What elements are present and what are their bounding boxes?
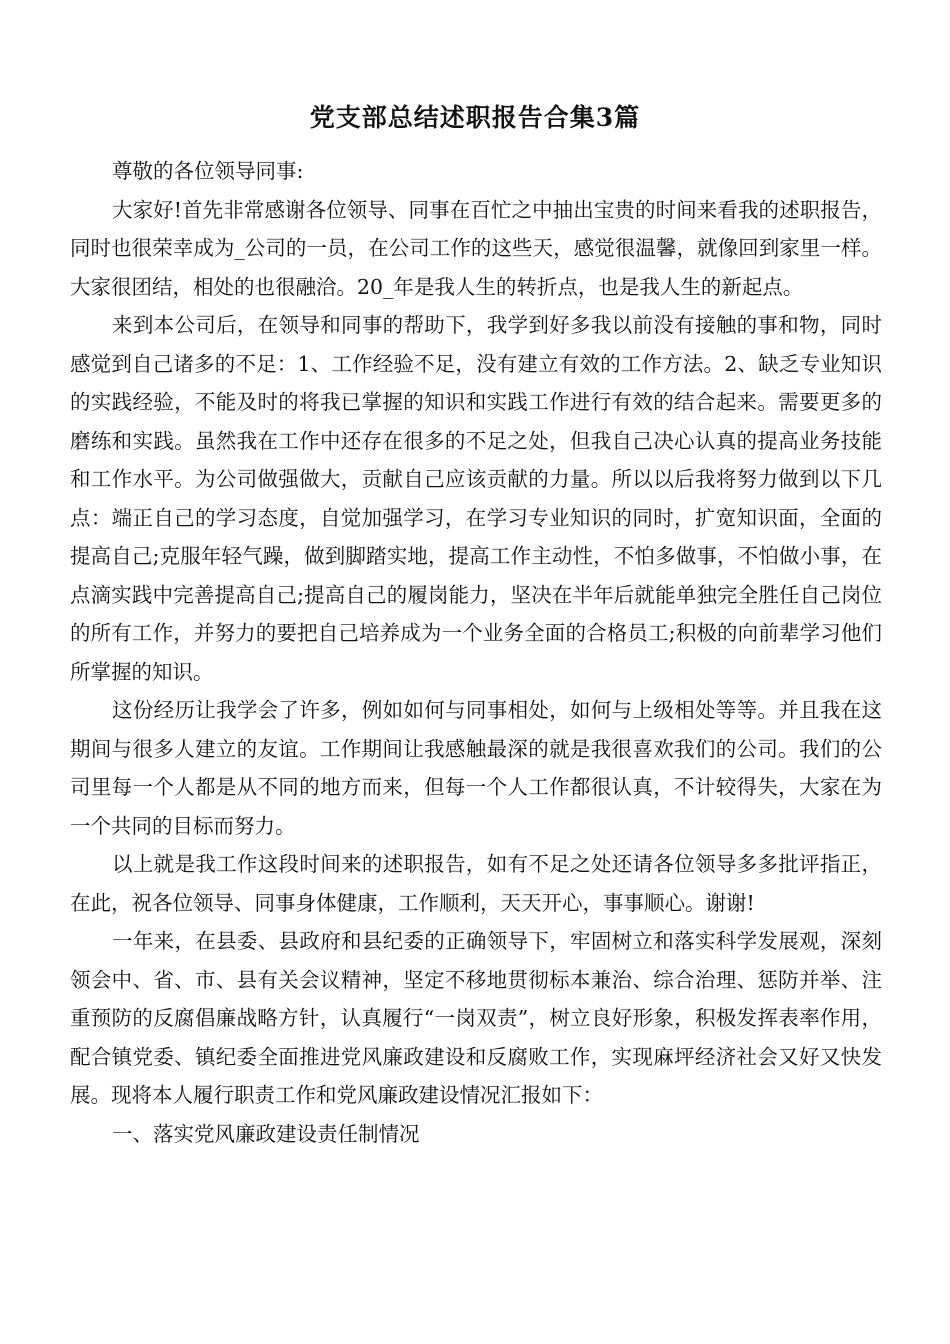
paragraph-annual-summary: 一年来，在县委、县政府和县纪委的正确领导下，牢固树立和落实科学发展观，深刻领会中、省、市、县有关会议精神，坚定不移地贯彻标本兼治、综合治理、惩防并举、注重预防的反腐倡廉战略方针，认真履行“一岗双责”，树立良好形象，积极发挥表率作用，配合镇党委、镇纪委全面推进党风廉政建设和反腐败工作，实现麻坪经济社会又好又快发展。现将本人履行职责工作和党风廉政建设情况汇报如下： (70, 929, 882, 1107)
document-body (70, 152, 882, 1153)
paragraph-salutation: 尊敬的各位领导同事: (112, 159, 304, 183)
paragraph-closing: 以上就是我工作这段时间来的述职报告，如有不足之处还请各位领导多多批评指正，在此，祝各位领导、同事身体健康，工作顺利，天天开心，事事顺心。谢谢! (70, 852, 882, 915)
section-heading: 一、落实党风廉政建设责任制情况 (112, 1121, 420, 1146)
paragraph-experience: 这份经历让我学会了许多，例如如何与同事相处，如何与上级相处等等。并且我在这期间与很多人建立的友谊。工作期间让我感触最深的就是我很喜欢我们的公司。我们的公司里每一个人都是从不同的地方而来，但每一个人工作都很认真，不计较得失，大家在为一个共同的目标而努力。 (70, 698, 882, 838)
paragraph-self-assessment: 来到本公司后，在领导和同事的帮助下，我学到好多我以前没有接触的事和物，同时感觉到自己诸多的不足：1、工作经验不足，没有建立有效的工作方法。2、缺乏专业知识的实践经验，不能及时的将我已掌握的知识和实践工作进行有效的结合起来。需要更多的磨练和实践。虽然我在工作中还存在很多的不足之处，但我自己决心认真的提高业务技能和工作水平。为公司做强做大，贡献自己应该贡献的力量。所以以后我将努力做到以下几点：端正自己的学习态度，自觉加强学习，在学习专业知识的同时，扩宽知识面，全面的提高自己;克服年轻气躁，做到脚踏实地，提高工作主动性，不怕多做事，不怕做小事，在点滴实践中完善提高自己;提高自己的履岗能力，坚决在半年后就能单独完全胜任自己岗位的所有工作，并努力的要把自己培养成为一个业务全面的合格员工;积极的向前辈学习他们所掌握的知识。 (70, 313, 882, 684)
paragraph-greeting: 大家好!首先非常感谢各位领导、同事在百忙之中抽出宝贵的时间来看我的述职报告，同时也很荣幸成为_公司的一员，在公司工作的这些天，感觉很温馨，就像回到家里一样。大家很团结，相处的也很融洽。20_年是我人生的转折点，也是我人生的新起点。 (70, 197, 882, 299)
document-title: 党支部总结述职报告合集3篇 (309, 103, 641, 132)
